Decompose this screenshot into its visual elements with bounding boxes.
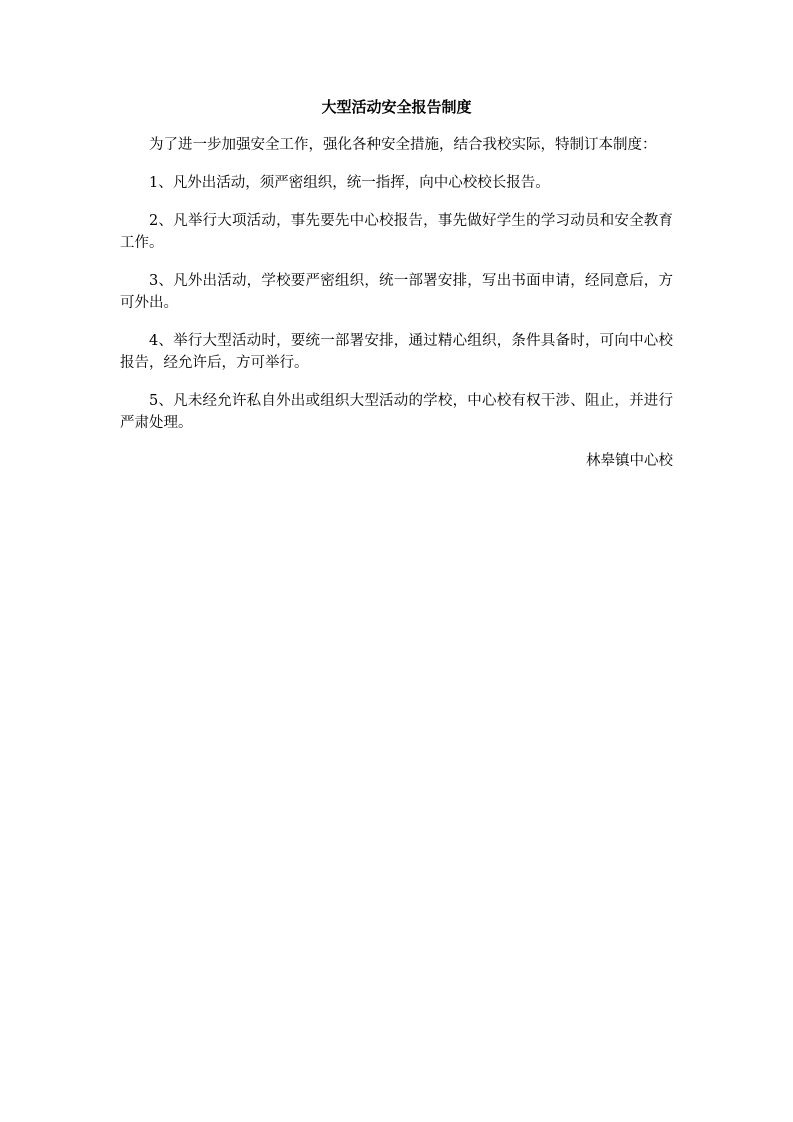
rule-item-2: 2、凡举行大项活动，事先要先中心校报告，事先做好学生的学习动员和安全教育工作。 [120,213,673,251]
rule-item-4: 4、举行大型活动时，要统一部署安排，通过精心组织，条件具备时，可向中心校报告，经允许后，方可举行。 [120,333,673,371]
document-body [120,96,673,472]
rule-item-1: 1、凡外出活动，须严密组织，统一指挥，向中心校校长报告。 [149,175,550,191]
rule-item-3: 3、凡外出活动，学校要严密组织，统一部署安排，写出书面申请，经同意后，方可外出。 [120,273,673,311]
intro-paragraph: 为了进一步加强安全工作，强化各种安全措施，结合我校实际，特制订本制度： [149,137,657,153]
document-title: 大型活动安全报告制度 [321,98,472,116]
rule-item-5: 5、凡未经允许私自外出或组织大型活动的学校，中心校有权干涉、阻止，并进行严肃处理。 [120,393,673,431]
signature: 林皋镇中心校 [586,453,673,469]
